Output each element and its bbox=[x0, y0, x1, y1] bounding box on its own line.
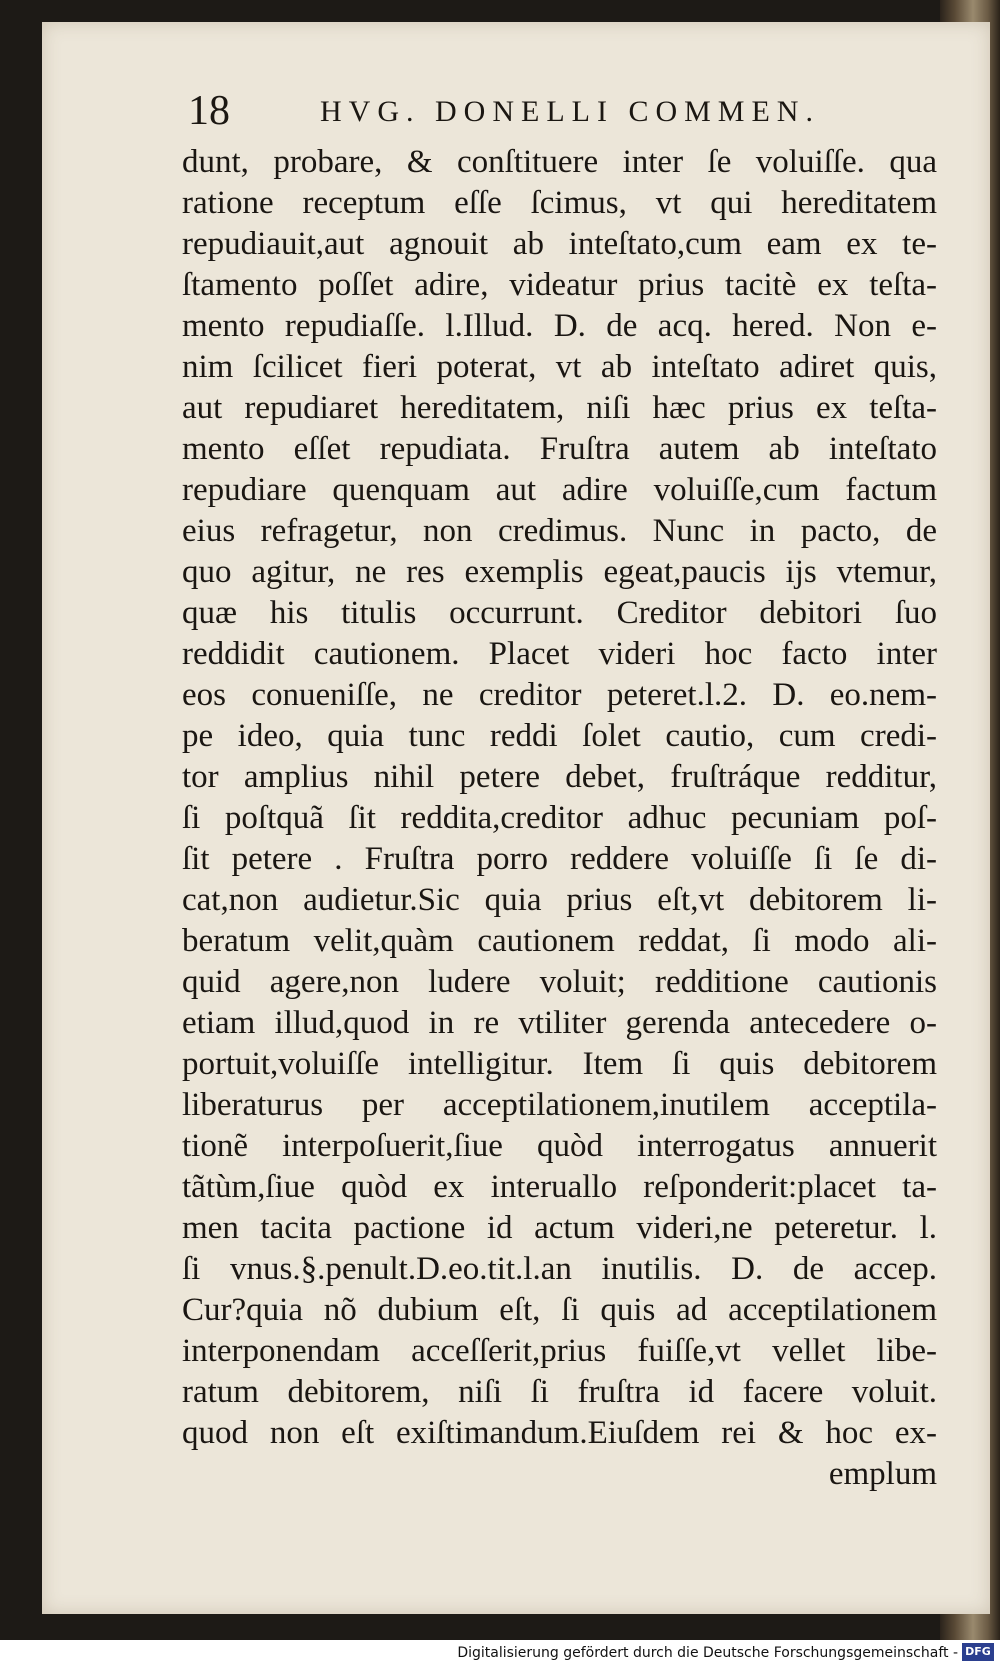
dfg-logo: DFG bbox=[962, 1643, 994, 1661]
text-line: tãtùm,ſiue quòd ex interuallo reſponderit:placet ta- bbox=[182, 1169, 937, 1205]
footer-bar bbox=[0, 1640, 1000, 1666]
text-line: ratum debitorem, niſi ſi fruſtra id facere voluit. bbox=[182, 1374, 937, 1410]
text-line: ſi vnus.§.penult.D.eo.tit.l.an inutilis. D. de accep. bbox=[182, 1251, 937, 1287]
text-line: eos conueniſſe, ne creditor peteret.l.2. D. eo.nem- bbox=[182, 677, 937, 713]
text-line: portuit,voluiſſe intelligitur. Item ſi quis debitorem bbox=[182, 1046, 937, 1082]
text-line: eius refragetur, non credimus. Nunc in pacto, de bbox=[182, 513, 937, 549]
text-line: ratione receptum eſſe ſcimus, vt qui hereditatem bbox=[182, 185, 937, 221]
text-line: quo agitur, ne res exemplis egeat,paucis ijs vtemur, bbox=[182, 554, 937, 590]
text-line: quod non eſt exiſtimandum.Eiuſdem rei & hoc ex- bbox=[182, 1415, 937, 1451]
text-line: aut repudiaret hereditatem, niſi hæc prius ex teſta- bbox=[182, 390, 937, 426]
text-line: repudiare quenquam aut adire voluiſſe,cum factum bbox=[182, 472, 937, 508]
text-line: liberaturus per acceptilationem,inutilem acceptila- bbox=[182, 1087, 937, 1123]
text-line: tionẽ interpoſuerit,ſiue quòd interrogatus annuerit bbox=[182, 1128, 937, 1164]
text-line: etiam illud,quod in re vtiliter gerenda antecedere o- bbox=[182, 1005, 937, 1041]
body-text bbox=[182, 142, 982, 1495]
text-line: ſi poſtquã ſit reddita,creditor adhuc pecuniam poſ- bbox=[182, 800, 937, 836]
text-line: emplum bbox=[828, 1456, 937, 1492]
running-head bbox=[182, 86, 982, 142]
text-line: ſit petere . Fruſtra porro reddere voluiſſe ſi ſe di- bbox=[182, 841, 937, 877]
text-line: mento repudiaſſe. l.Illud. D. de acq. hered. Non e- bbox=[182, 308, 937, 344]
text-line: nim ſcilicet fieri poterat, vt ab inteſtato adiret quis, bbox=[182, 349, 937, 385]
page-number: 18 bbox=[188, 88, 230, 134]
book-page bbox=[42, 22, 990, 1614]
running-head-title: HVG. DONELLI COMMEN. bbox=[320, 95, 820, 128]
text-line: dunt, probare, & conſtituere inter ſe voluiſſe. qua bbox=[182, 144, 937, 180]
text-line: mento eſſet repudiata. Fruſtra autem ab inteſtato bbox=[182, 431, 937, 467]
text-line: quid agere,non ludere voluit; redditione cautionis bbox=[182, 964, 937, 1000]
text-line: tor amplius nihil petere debet, fruſtráque redditur, bbox=[182, 759, 937, 795]
page-text-block bbox=[182, 86, 982, 1495]
text-line: ſtamento poſſet adire, videatur prius tacitè ex teſta- bbox=[182, 267, 937, 303]
text-line: quæ his titulis occurrunt. Creditor debitori ſuo bbox=[182, 595, 937, 631]
text-line: men tacita pactione id actum videri,ne peteretur. l. bbox=[182, 1210, 937, 1246]
text-line: reddidit cautionem. Placet videri hoc facto inter bbox=[182, 636, 937, 672]
text-line: repudiauit,aut agnouit ab inteſtato,cum eam ex te- bbox=[182, 226, 937, 262]
text-line: pe ideo, quia tunc reddi ſolet cautio, cum credi- bbox=[182, 718, 937, 754]
text-line: interponendam acceſſerit,prius fuiſſe,vt vellet libe- bbox=[182, 1333, 937, 1369]
text-line: Cur?quia nõ dubium eſt, ſi quis ad acceptilationem bbox=[182, 1292, 937, 1328]
footer-credit: Digitalisierung gefördert durch die Deutsche Forschungsgemeinschaft - bbox=[457, 1645, 958, 1661]
text-line: cat,non audietur.Sic quia prius eſt,vt debitorem li- bbox=[182, 882, 937, 918]
text-line: beratum velit,quàm cautionem reddat, ſi modo ali- bbox=[182, 923, 937, 959]
